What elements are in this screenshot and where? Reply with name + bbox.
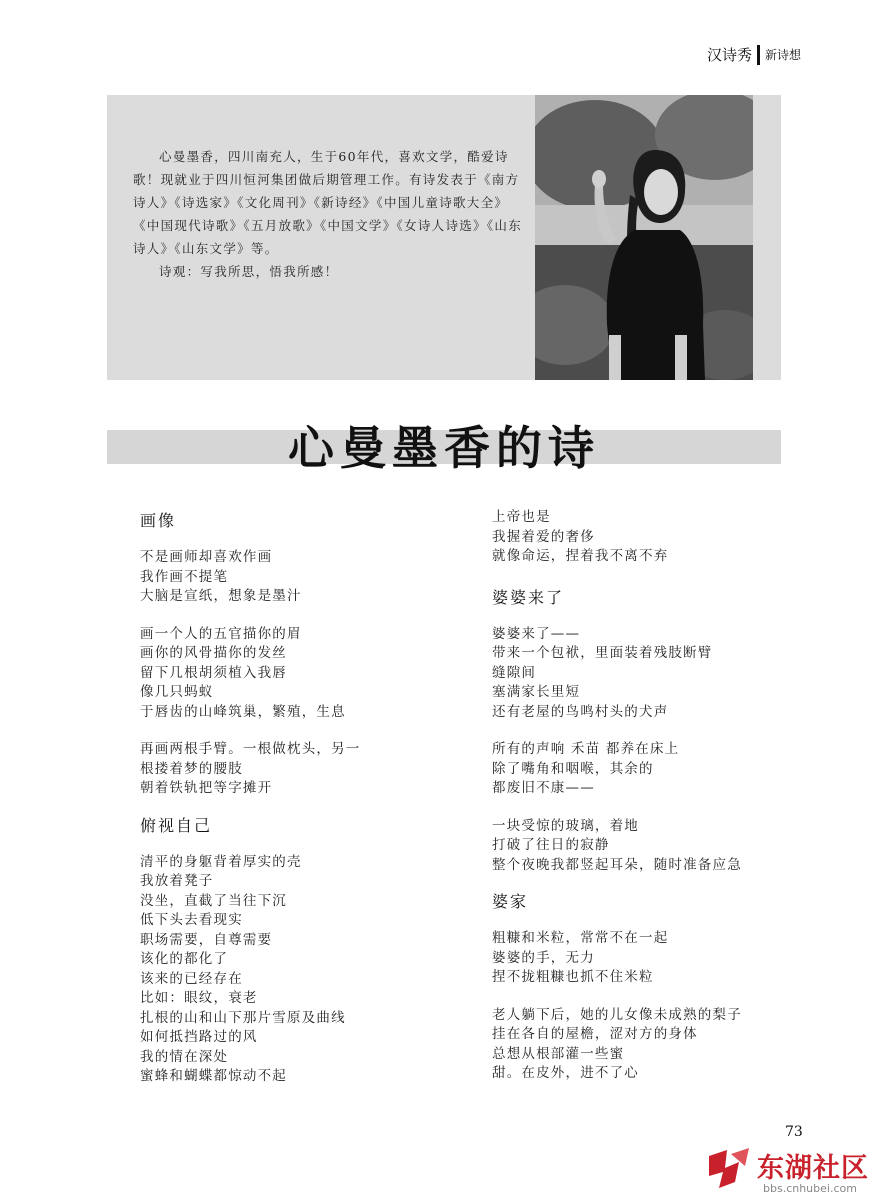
poem-line: 比如：眼纹，衰老 [140,990,258,1006]
poem-line: 画一个人的五官描你的眉 [140,625,302,642]
poem-title: 婆婆来了 [492,587,565,607]
poem-line: 所有的声响 禾苗 都养在床上 [492,741,680,757]
stanza [140,740,450,799]
poem-line: 缝隙间 [492,664,537,681]
author-bio-box [107,95,781,380]
poem-mother-in-law-came [492,585,802,876]
poem-line: 再画两根手臂。一根做枕头，另一 [140,741,361,757]
poem-line: 该化的都化了 [140,951,229,967]
page-number: 73 [785,1124,803,1140]
stanza [140,853,450,1087]
column-name: 汉诗秀 [706,46,752,64]
stanza [492,1006,802,1084]
poem-portrait [140,508,450,799]
poem-line: 甜。在皮外，进不了心 [492,1065,639,1081]
poem-line: 老人躺下后，她的儿女像未成熟的梨子 [492,1006,742,1023]
poem-line: 该来的已经存在 [140,970,243,987]
author-photo-icon [535,95,753,380]
bio-paragraph: 心曼墨香，四川南充人，生于60年代，喜欢文学，酷爱诗歌！现就业于四川恒河集团做后期管理工作。有诗发表于《南方诗人》《诗选家》《文化周刊》《新诗经》《中国儿童诗歌大全》《中国现代诗歌》《五月放歌》《中国文学》《女诗人诗选》《山东诗人》《山东文学》等。 [133,149,523,256]
poem-line: 婆婆的手，无力 [492,949,595,966]
poem-title: 画像 [140,511,177,530]
poem-line: 我作画不提笔 [140,568,229,585]
poem-line: 蜜蜂和蝴蝶都惊动不起 [140,1068,287,1084]
poem-line: 不是画师却喜欢作画 [140,549,273,565]
poem-line: 都废旧不康—— [492,780,595,796]
poem-title: 俯视自己 [140,815,213,835]
poem-line: 我的情在深处 [140,1048,229,1065]
poem-line: 婆婆来了—— [492,625,581,642]
poem-line: 我握着爱的奢侈 [492,528,595,545]
poem-husbands-family [492,889,802,1084]
poem-line: 于唇齿的山峰筑巢，繁殖，生息 [140,703,346,720]
poem-line: 留下几根胡须植入我唇 [140,664,287,681]
bio-paragraph: 诗观：写我所思，悟我所感！ [159,264,339,279]
poem-line: 整个夜晚我都竖起耳朵，随时准备应急 [492,856,742,873]
page-header [707,44,801,65]
poem-line: 低下头去看现实 [140,912,243,928]
poem-title: 婆家 [492,892,529,911]
poem-line: 带来一个包袱，里面装着残肢断臂 [492,645,713,661]
poem-line: 上帝也是 [492,509,551,525]
poem-line: 就像命运，捏着我不离不弃 [492,548,669,564]
poem-line: 根搂着梦的腰肢 [140,760,243,777]
section-name: 新诗想 [764,48,801,62]
poem-line: 粗糠和米粒，常常不在一起 [492,930,669,946]
stanza [492,817,802,876]
poem-line: 挂在各自的屋檐，涩对方的身体 [492,1026,698,1042]
poem-line: 一块受惊的玻璃，着地 [492,817,639,834]
poem-line: 如何抵挡路过的风 [140,1029,258,1045]
poem-line: 还有老屋的鸟鸣村头的犬声 [492,703,669,720]
watermark-text: 东湖社区 [757,1153,869,1184]
poem-line: 清平的身躯背着厚实的壳 [140,853,302,870]
left-column [140,508,450,1087]
poem-looking-down [140,813,450,1087]
poem-line: 朝着铁轨把等字摊开 [140,780,273,796]
poem-line: 总想从根部灌一些蜜 [492,1045,625,1062]
right-column [492,508,802,1084]
stanza [492,625,802,723]
author-photo [535,95,753,380]
poem-line: 我放着凳子 [140,873,214,889]
poem-line: 画你的风骨描你的发丝 [140,645,287,661]
stanza [140,625,450,723]
poem-line: 打破了往日的寂静 [492,837,610,853]
poem-line: 没坐，直截了当往下沉 [140,892,287,909]
poem-continuation [492,508,802,567]
stanza [492,929,802,988]
poem-line: 像几只蚂蚁 [140,684,214,700]
poem-line: 捏不拢粗糠也抓不住米粒 [492,969,654,985]
poem-line: 扎根的山和山下那片雪原及曲线 [140,1009,346,1026]
watermark-url: bbs.cnhubei.com [763,1182,857,1195]
page-title: 心曼墨香的诗 [288,421,600,475]
stanza [492,740,802,799]
dong-hu-logo-icon [705,1146,753,1192]
poem-line: 塞满家长里短 [492,684,581,700]
author-bio-text [133,145,525,283]
stanza [140,548,450,607]
poem-line: 大脑是宣纸，想象是墨汁 [140,588,302,604]
poem-line: 除了嘴角和咽喉，其余的 [492,760,654,777]
header-divider [757,45,760,65]
poem-line: 职场需要，自尊需要 [140,931,273,948]
watermark [705,1142,885,1200]
